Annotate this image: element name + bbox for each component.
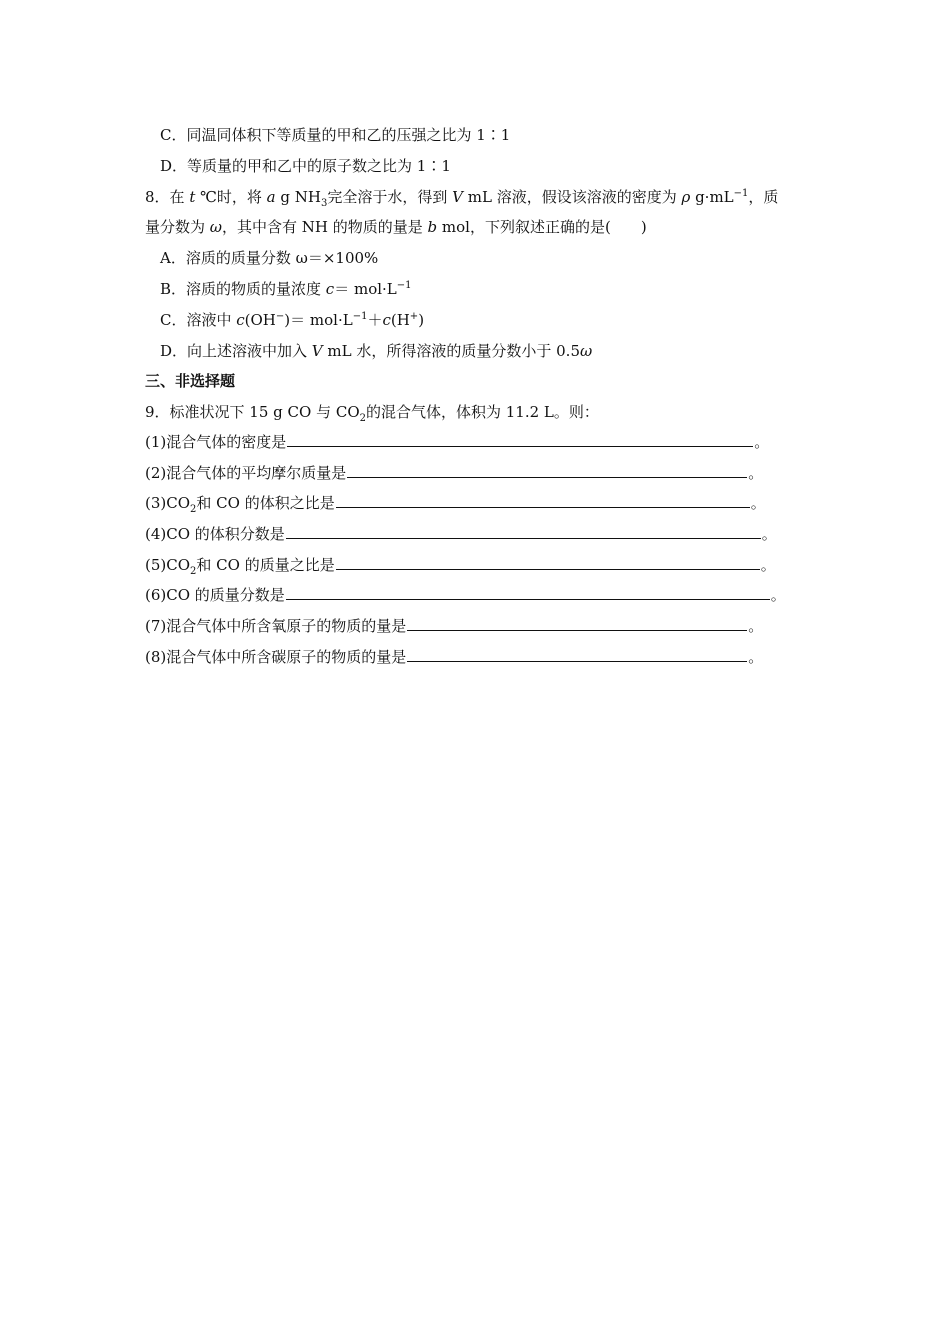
q9-item-4: (4)CO 的体积分数是 。 <box>145 525 777 543</box>
answer-blank[interactable] <box>286 585 770 600</box>
answer-blank[interactable] <box>347 463 747 478</box>
q9-item-2: (2)混合气体的平均摩尔质量是 。 <box>145 464 764 482</box>
answer-blank[interactable] <box>336 555 760 570</box>
q9-item-6: (6)CO 的质量分数是 。 <box>145 586 786 604</box>
q9-stem: 9．标准状况下 15 g CO 与 $CO_2$的混合气体，体积为 11.2 L。则： <box>145 403 599 424</box>
q9-item-3: $(3)CO_2$和 CO 的体积之比是 。 <box>145 494 766 515</box>
q9-item-5: $(5)CO_2$和 CO 的质量之比是 。 <box>145 556 776 577</box>
q8-option-d: D．向上述溶液中加入 V mL 水，所得溶液的质量分数小于 0.5ω <box>160 342 593 360</box>
q8-option-a: A．溶质的质量分数 ω＝×100% <box>160 249 379 267</box>
section-heading: 三、非选择题 <box>145 372 236 390</box>
answer-blank[interactable] <box>286 524 761 539</box>
q8-option-b: B．溶质的物质的量浓度 $c= mol\cdot L^{-1}$ <box>160 280 412 298</box>
q8-stem-line-1: 8．在 t ℃时，将 a g $NH_3$完全溶于水，得到 V mL 溶液，假设该溶液的密度为 ρ $g\cdot mL^{-1}$，质 <box>145 188 779 209</box>
answer-blank[interactable] <box>407 616 747 631</box>
q8-stem-line-2: 量分数为 ω，其中含有 NH 的物质的量是 b mol，下列叙述正确的是( ) <box>145 218 647 236</box>
answer-blank[interactable] <box>287 432 753 447</box>
q7-option-c: C．同温同体积下等质量的甲和乙的压强之比为 1∶1 <box>160 126 511 144</box>
q9-item-7: (7)混合气体中所含氧原子的物质的量是 。 <box>145 617 764 635</box>
q9-item-8: (8)混合气体中所含碳原子的物质的量是 。 <box>145 648 764 666</box>
q8-option-c: C．溶液中 $c(OH^-)= mol\cdot L^{-1}+c(H^+)$ <box>160 311 425 329</box>
q7-option-d: D．等质量的甲和乙中的原子数之比为 1∶1 <box>160 157 451 175</box>
q9-item-1: (1)混合气体的密度是 。 <box>145 433 770 451</box>
answer-blank[interactable] <box>336 493 750 508</box>
answer-blank[interactable] <box>407 647 747 662</box>
